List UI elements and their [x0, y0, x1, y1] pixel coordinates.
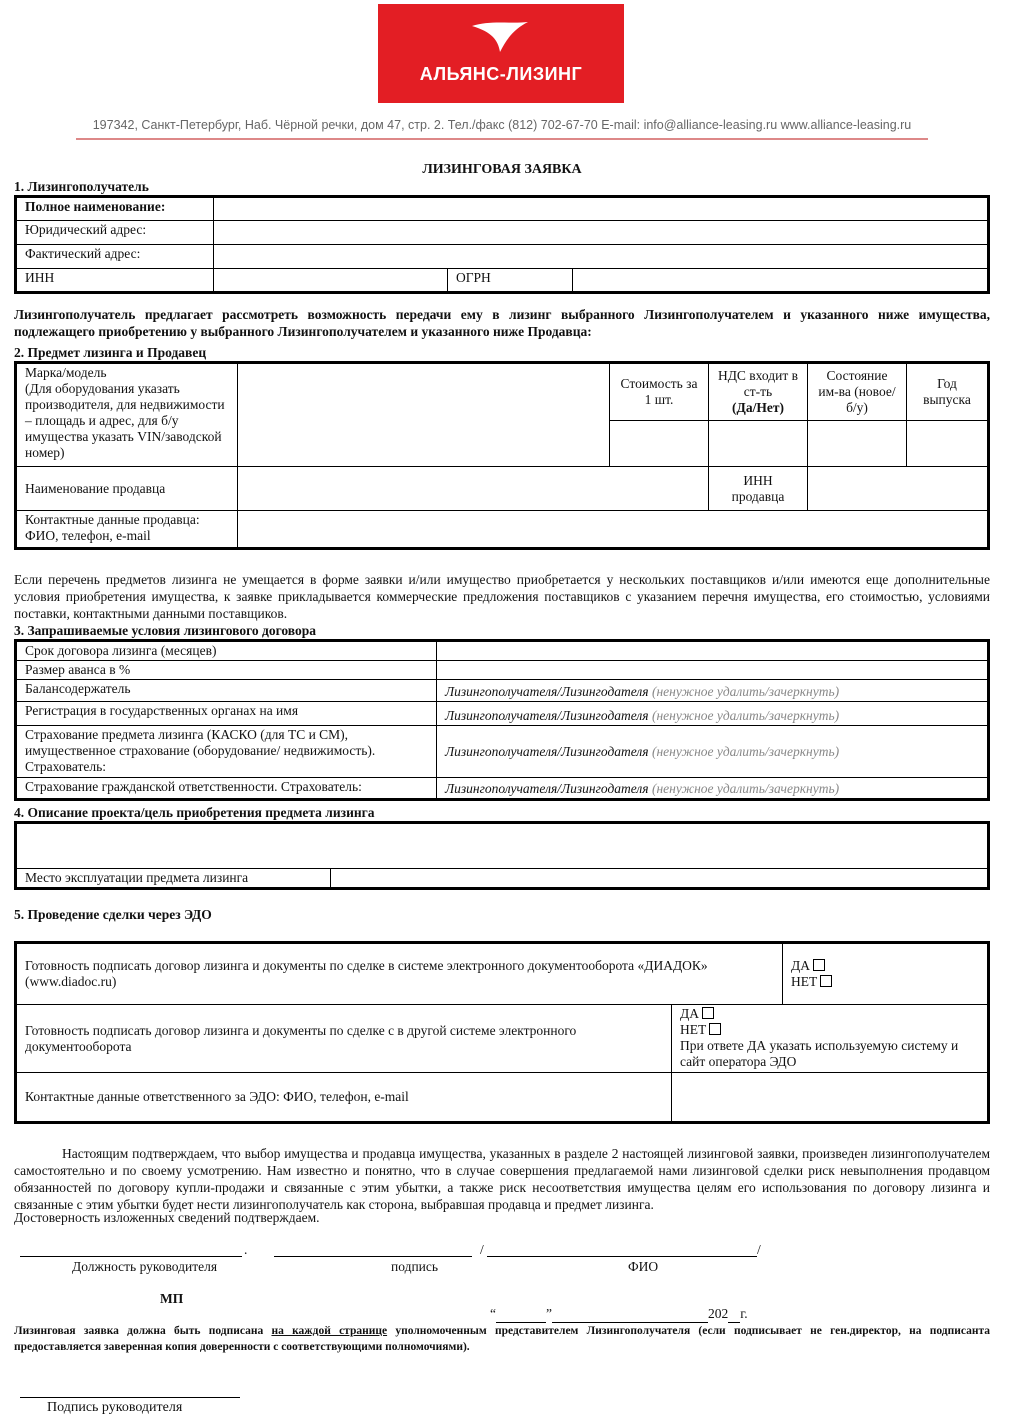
brand-model-field[interactable] [238, 363, 610, 467]
section-1-heading: 1. Лизингополучатель [14, 179, 149, 194]
footer-note [14, 1323, 990, 1355]
registration-hint: (ненужное удалить/зачеркнуть) [648, 708, 840, 723]
date-year-end: г. [740, 1306, 748, 1321]
registration-value: Лизингополучателя/Лизингодателя [445, 708, 649, 723]
other-edo-answer [672, 1005, 989, 1073]
seller-contacts-field[interactable] [238, 511, 989, 549]
date-month-field[interactable] [552, 1306, 708, 1323]
header-divider [76, 138, 928, 140]
full-name-field[interactable] [214, 197, 989, 221]
condition-field[interactable] [808, 421, 907, 467]
seller-inn-label: ИНН продавца [709, 467, 808, 511]
company-logo [378, 4, 624, 103]
diadoc-yes-checkbox[interactable] [813, 959, 825, 971]
fio-caption: ФИО [628, 1259, 659, 1274]
position-line[interactable] [20, 1256, 242, 1257]
seller-contacts-label: Контактные данные продавца: ФИО, телефон, e-mail [16, 511, 238, 549]
balance-holder-value: Лизингополучателя/Лизингодателя [445, 684, 649, 699]
balance-holder-field[interactable] [437, 680, 989, 702]
place-of-use-label: Место эксплуатации предмета лизинга [16, 869, 331, 889]
other-edo-note: При ответе ДА указать используемую систему и сайт оператора ЭДО [680, 1038, 959, 1069]
document-title: ЛИЗИНГОВАЯ ЗАЯВКА [422, 162, 582, 177]
date-year-prefix: 202 [708, 1306, 729, 1321]
liability-insurance-label: Страхование гражданской ответственности. Страхователь: [16, 778, 437, 800]
liability-insurance-hint: (ненужное удалить/зачеркнуть) [648, 781, 840, 796]
confirmation-text-2: Достоверность изложенных сведений подтверждаем. [14, 1210, 320, 1225]
other-edo-no-label: НЕТ [680, 1022, 707, 1037]
leasing-subject-table [14, 361, 990, 550]
bottom-signature-line[interactable] [20, 1397, 240, 1398]
stamp-placeholder: МП [160, 1291, 184, 1306]
ogrn-field[interactable] [573, 269, 989, 293]
project-description-field[interactable] [16, 823, 989, 869]
full-name-label: Полное наименование: [16, 197, 214, 221]
section-4-heading: 4. Описание проекта/цель приобретения предмета лизинга [14, 805, 375, 820]
other-edo-yes-label: ДА [680, 1006, 699, 1021]
diadoc-yes-option[interactable] [791, 958, 979, 974]
bottom-signature-caption: Подпись руководителя [47, 1400, 183, 1415]
registration-label: Регистрация в государственных органах на имя [16, 702, 437, 726]
inn-label: ИНН [16, 269, 214, 293]
vat-header-text: НДС входит в ст-ть [717, 368, 799, 399]
conditions-table [14, 639, 990, 801]
insurance-label: Страхование предмета лизинга (КАСКО (для ТС и СМ), имущественное страхование (оборудование/ недвижимость). Страхователь: [16, 726, 437, 778]
proposal-text: Лизингополучатель предлагает рассмотреть возможность передачи ему в лизинг выбранного Лизингополучателем и указанного ниже имущества, подлежащего приобретению у выбранного Лизингополучателем и указанного ниже Продавца: [14, 307, 990, 339]
date-close-quote: ” [546, 1306, 552, 1321]
seller-name-label: Наименование продавца [16, 467, 238, 511]
insurance-field[interactable] [437, 726, 989, 778]
balance-holder-label: Балансодержатель [16, 680, 437, 702]
diadoc-no-label: НЕТ [791, 974, 818, 989]
vat-field[interactable] [709, 421, 808, 467]
ogrn-label: ОГРН [448, 269, 573, 293]
project-table [14, 821, 990, 890]
actual-address-label: Фактический адрес: [16, 245, 214, 269]
year-field[interactable] [907, 421, 989, 467]
balance-holder-hint: (ненужное удалить/зачеркнуть) [648, 684, 840, 699]
year-header: Год выпуска [907, 363, 989, 421]
diadoc-no-option[interactable] [791, 974, 979, 990]
vat-header [709, 363, 808, 421]
confirmation-text: Настоящим подтверждаем, что выбор имущества и продавца имущества, указанных в разделе 2 настоящей лизинговой заявки, произведен лизингополучателем самостоятельно и по своему усмотрению. Нам известно и понятно, что в случае совершения предлагаемой нами лизинговой сделки риск невыполнения продавцом обязанностей по договору купли-продажи и связанные с этим убытки, а также риск несоответствия имущества целям его использования по договору лизинга и связанные с этим убытки будет нести лизингополучатель как сторона, выбравшая продавца и предмет лизинга. [14, 1146, 990, 1212]
other-edo-yes-checkbox[interactable] [702, 1007, 714, 1019]
place-of-use-field[interactable] [331, 869, 989, 889]
company-logo-text: АЛЬЯНС-ЛИЗИНГ [419, 64, 583, 84]
legal-address-field[interactable] [214, 221, 989, 245]
vat-header-yes-no: (Да/Нет) [732, 400, 784, 415]
date-open-quote: “ [490, 1306, 496, 1321]
advance-field[interactable] [437, 661, 989, 680]
condition-header: Состояние им-ва (новое/ б/у) [808, 363, 907, 421]
other-edo-no-option[interactable] [680, 1022, 979, 1038]
edo-contact-field[interactable] [672, 1073, 989, 1123]
footer-note-start: Лизинговая заявка должна быть подписана [14, 1325, 272, 1337]
section-3-heading: 3. Запрашиваемые условия лизингового договора [14, 623, 317, 638]
insurance-value: Лизингополучателя/Лизингодателя [445, 743, 649, 759]
seller-name-field[interactable] [238, 467, 709, 511]
legal-address-label: Юридический адрес: [16, 221, 214, 245]
brand-model-label: Марка/модель (Для оборудования указать производителя, для недвижимости – площадь и адрес, для б/у имущества указать VIN/заводской номер) [16, 363, 238, 467]
swallow-logo-icon [470, 18, 532, 56]
company-address: 197342, Санкт-Петербург, Наб. Чёрной речки, дом 47, стр. 2. Тел./факс (812) 702-67-70 E-mail: info@alliance-leasing.ru www.alliance-leasing.ru [92, 118, 912, 132]
diadoc-label: Готовность подписать договор лизинга и документы по сделке в системе электронного документооборота «ДИАДОК» (www.diadoc.ru) [16, 943, 783, 1005]
actual-address-field[interactable] [214, 245, 989, 269]
section-5-heading: 5. Проведение сделки через ЭДО [14, 907, 212, 922]
registration-field[interactable] [437, 702, 989, 726]
cost-field[interactable] [610, 421, 709, 467]
lessee-table [14, 195, 990, 294]
lease-term-label: Срок договора лизинга (месяцев) [16, 641, 437, 661]
other-edo-no-checkbox[interactable] [709, 1023, 721, 1035]
note-text: Если перечень предметов лизинга не умещается в форме заявки и/или имущество приобретается у нескольких поставщиков и/или имеются еще дополнительные условия приобретения имущества, к заявке прикладывается коммерческие предложения поставщиков с указанием перечня имущества, его стоимостью, условиями поставки, контактными данными поставщиков. [14, 572, 990, 621]
signature-caption: подпись [391, 1259, 439, 1274]
lease-term-field[interactable] [437, 641, 989, 661]
liability-insurance-value: Лизингополучателя/Лизингодателя [445, 781, 649, 796]
edo-contact-label: Контактные данные ответственного за ЭДО: ФИО, телефон, e-mail [16, 1073, 672, 1123]
insurance-hint: (ненужное удалить/зачеркнуть) [648, 743, 840, 759]
date-line [490, 1306, 748, 1323]
footer-note-underlined: на каждой странице [271, 1325, 388, 1337]
diadoc-answer [783, 943, 989, 1005]
other-edo-yes-option[interactable] [680, 1006, 979, 1022]
fio-line[interactable] [487, 1256, 757, 1257]
inn-field[interactable] [214, 269, 448, 293]
signature-line[interactable] [274, 1256, 472, 1257]
section-2-heading: 2. Предмет лизинга и Продавец [14, 345, 207, 360]
edo-table [14, 941, 990, 1124]
date-day-field[interactable] [496, 1306, 546, 1323]
cost-header: Стоимость за 1 шт. [610, 363, 709, 421]
seller-inn-field[interactable] [808, 467, 989, 511]
date-year-field[interactable] [728, 1306, 740, 1323]
other-edo-label: Готовность подписать договор лизинга и документы по сделке с в другой системе электронного документооборота [16, 1005, 672, 1073]
position-caption: Должность руководителя [72, 1259, 218, 1274]
diadoc-no-checkbox[interactable] [820, 975, 832, 987]
advance-label: Размер аванса в % [16, 661, 437, 680]
liability-insurance-field[interactable] [437, 778, 989, 800]
footer-note-end: уполномоченным представителем Лизингополучателя (если подписывает не ген.директор, на подписанта предоставляется заверенная копия доверенности с соответствующими полномочиями). [14, 1325, 991, 1353]
diadoc-yes-label: ДА [791, 958, 810, 973]
